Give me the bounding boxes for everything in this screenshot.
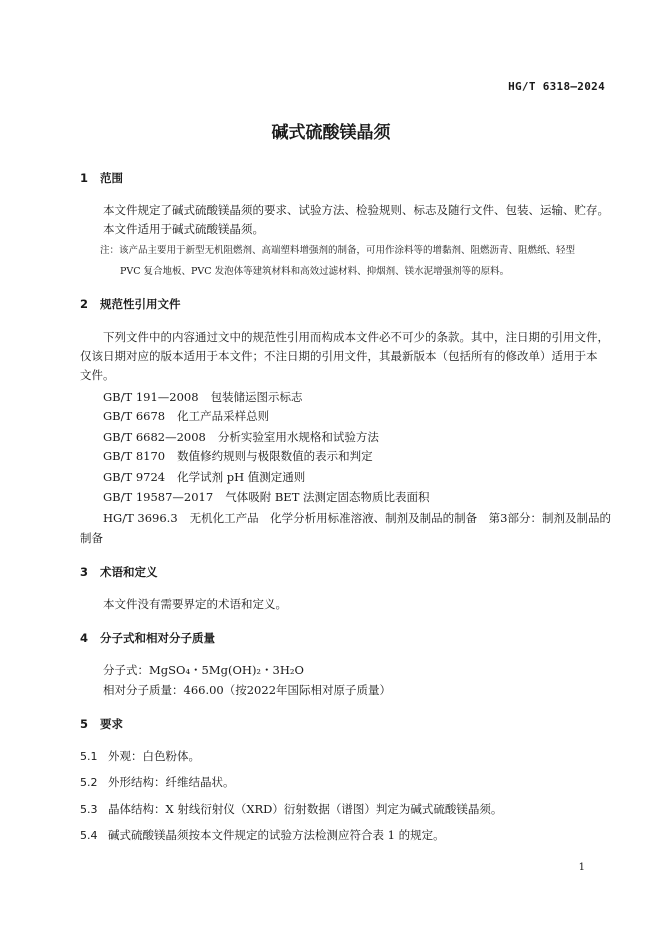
section-title: 范围 (100, 171, 123, 185)
section-3-heading (80, 564, 158, 580)
reference-item (103, 489, 430, 505)
section-number: 2 (80, 297, 89, 311)
references-intro-line-2: 仅该日期对应的版本适用于本文件；不注日期的引用文件，其最新版本（包括所有的修改单）适用于本 (80, 349, 598, 363)
reference-code: GB/T 191—2008 (103, 390, 199, 404)
requirement-number: 5.3 (80, 803, 98, 816)
scope-paragraph-2: 本文件适用于碱式硫酸镁晶须。 (103, 222, 264, 236)
reference-item (103, 429, 379, 445)
section-number: 3 (80, 565, 89, 579)
scope-note-line-1: 注：该产品主要用于新型无机阻燃剂、高端塑料增强剂的制备，可用作涂料等的增黏剂、阻燃沥青、阻燃纸、轻型 (100, 245, 576, 256)
section-number: 1 (80, 171, 89, 185)
standard-code: HG/T 6318—2024 (508, 80, 605, 93)
reference-item (103, 389, 303, 405)
requirement-item (80, 801, 502, 817)
scope-paragraph-1: 本文件规定了碱式硫酸镁晶须的要求、试验方法、检验规则、标志及随行文件、包装、运输、贮存。 (103, 203, 609, 217)
scope-note-line-2: PVC 复合地板、PVC 发泡体等建筑材料和高效过滤材料、抑烟剂、镁水泥增强剂等的原料。 (120, 266, 510, 277)
references-intro-line-3: 文件。 (80, 368, 115, 382)
section-number: 4 (80, 631, 89, 645)
reference-title: 气体吸附 BET 法测定固态物质比表面积 (225, 490, 430, 504)
reference-title: 包装储运图示标志 (210, 390, 303, 404)
requirement-text: 外观：白色粉体。 (108, 749, 200, 763)
molecular-mass: 相对分子质量：466.00（按2022年国际相对原子质量） (103, 683, 392, 697)
references-intro-line-1: 下列文件中的内容通过文中的规范性引用而构成本文件必不可少的条款。其中，注日期的引用文件， (103, 330, 609, 344)
requirement-number: 5.4 (80, 829, 98, 842)
requirement-number: 5.2 (80, 776, 98, 789)
section-number: 5 (80, 717, 89, 731)
terms-paragraph: 本文件没有需要界定的术语和定义。 (103, 597, 287, 611)
reference-wrap-text: 制备 (80, 531, 103, 545)
section-2-heading (80, 296, 181, 312)
section-1-heading (80, 170, 123, 186)
reference-code: GB/T 8170 (103, 449, 166, 463)
requirement-item (80, 748, 200, 764)
reference-title: 分析实验室用水规格和试验方法 (217, 430, 379, 444)
section-5-heading (80, 716, 123, 732)
requirement-text: 外形结构：纤维结晶状。 (108, 775, 235, 789)
reference-code: GB/T 19587—2017 (103, 490, 214, 504)
requirement-text: 晶体结构：X 射线衍射仪（XRD）衍射数据（谱图）判定为碱式硫酸镁晶须。 (108, 802, 503, 816)
reference-item (103, 408, 269, 424)
section-title: 术语和定义 (100, 565, 158, 579)
reference-item (103, 448, 373, 464)
page-number: 1 (578, 862, 585, 873)
requirement-text: 碱式硫酸镁晶须按本文件规定的试验方法检测应符合表 1 的规定。 (108, 828, 445, 842)
reference-title: 数值修约规则与极限数值的表示和判定 (177, 449, 373, 463)
molecular-formula: 分子式：MgSO₄・5Mg(OH)₂・3H₂O (103, 663, 304, 677)
reference-code: GB/T 6678 (103, 409, 166, 423)
reference-item (103, 510, 611, 526)
document-title: 碱式硫酸镁晶须 (271, 123, 391, 143)
reference-title: 无机化工产品 化学分析用标准溶液、制剂及制品的制备 第3部分：制剂及制品的 (189, 511, 611, 525)
reference-title: 化学试剂 pH 值测定通则 (177, 470, 306, 484)
section-4-heading (80, 630, 215, 646)
reference-item (103, 469, 305, 485)
requirement-item (80, 827, 445, 843)
section-title: 分子式和相对分子质量 (100, 631, 215, 645)
requirement-number: 5.1 (80, 750, 98, 763)
reference-code: HG/T 3696.3 (103, 511, 178, 525)
reference-title: 化工产品采样总则 (177, 409, 270, 423)
reference-code: GB/T 6682—2008 (103, 430, 206, 444)
section-title: 要求 (100, 717, 123, 731)
reference-code: GB/T 9724 (103, 470, 166, 484)
section-title: 规范性引用文件 (100, 297, 181, 311)
requirement-item (80, 774, 235, 790)
